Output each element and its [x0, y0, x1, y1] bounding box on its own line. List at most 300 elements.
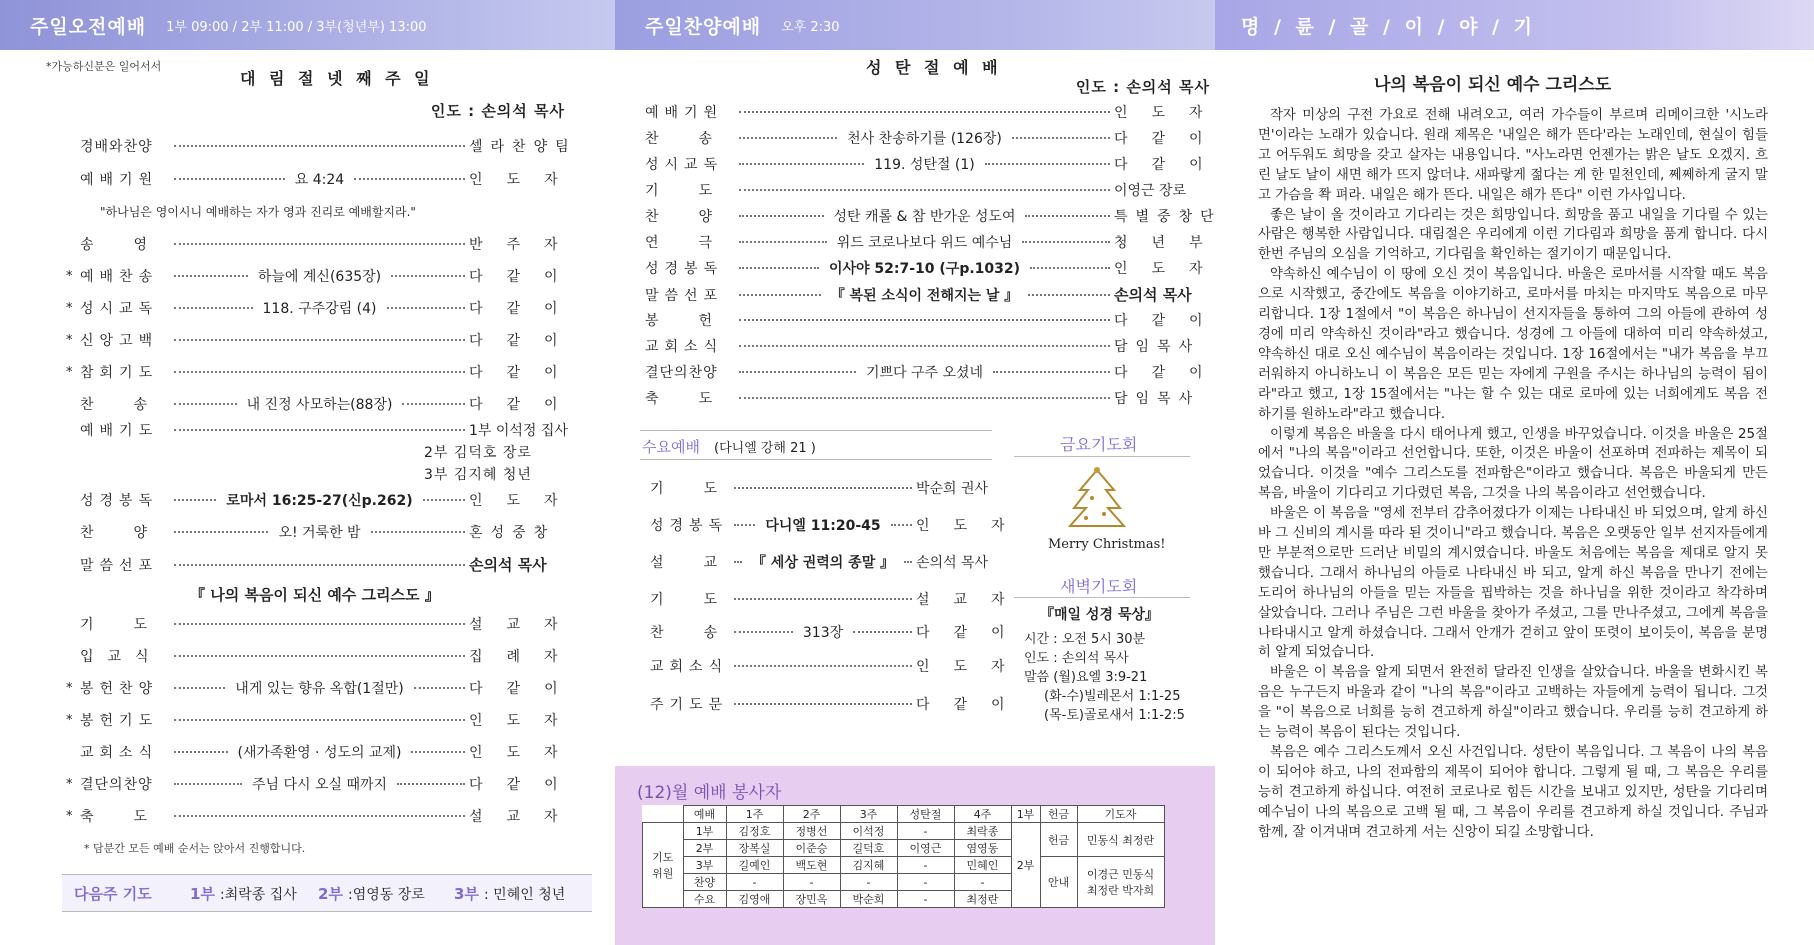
order-label: 말씀선포: [645, 287, 724, 304]
order-role: 다같이: [469, 681, 582, 697]
table-cell: 박순희: [840, 891, 897, 908]
table-cell: 길덕호: [840, 840, 897, 857]
order-label: 기도: [645, 183, 753, 199]
order-row: [645, 206, 1222, 226]
order-label: 설교: [650, 555, 758, 571]
dot-leader: [739, 189, 1110, 191]
th-service: 예배: [683, 806, 726, 823]
th-prayer: 기도자: [1077, 806, 1164, 823]
order-detail: 주님 다시 오실 때까지: [251, 777, 388, 793]
order-label: 성경봉독: [650, 518, 729, 534]
dot-leader: [734, 524, 755, 526]
order-row: [650, 694, 1029, 714]
dot-leader: [739, 215, 824, 217]
order-role: 혼성중창: [469, 525, 556, 541]
order-row: [645, 284, 1210, 305]
order-role: 다같이: [469, 333, 582, 349]
dot-leader: [734, 598, 912, 600]
table-cell: -: [897, 857, 954, 874]
order-row: [645, 336, 1210, 356]
order-role: 특별중창단: [1114, 209, 1222, 225]
order-row: [645, 180, 1210, 200]
order-role: 담임목사: [1114, 339, 1201, 355]
order-detail: 313장: [802, 625, 844, 641]
stand-marker: *: [66, 300, 73, 316]
volunteers-title: (12)월 예배 봉사자: [637, 783, 782, 803]
morning-times: 1부 09:00 / 2부 11:00 / 3부(청년부) 13:00: [166, 19, 427, 35]
order-label: 축도: [645, 391, 753, 407]
th-1bu: 1부: [1011, 806, 1040, 823]
dot-leader: [174, 564, 465, 566]
order-role: 손의석 목사: [469, 556, 547, 574]
order-label: 봉헌기도: [80, 713, 159, 729]
dot-leader: [739, 294, 821, 296]
order-role: 다같이: [1114, 313, 1227, 329]
order-role: 손의석 목사: [916, 555, 989, 571]
order-label: 교회소식: [80, 745, 159, 761]
order-row: [650, 589, 1029, 609]
order-row: [80, 394, 582, 414]
dot-leader: [734, 561, 742, 563]
order-label: 교회소식: [650, 659, 729, 675]
order-row: [80, 420, 568, 440]
order-row: [66, 298, 582, 318]
order-row: [66, 678, 582, 698]
dot-leader: [891, 524, 912, 526]
order-label: 성시교독: [645, 157, 724, 173]
order-detail: 내게 있는 향유 옥합(1절만): [235, 681, 404, 697]
volunteers-table: [642, 805, 1165, 908]
order-label: 기도: [80, 617, 188, 633]
essay-paragraph: 바울은 이 복음을 알게 되면서 완전히 달라진 인생을 살았습니다. 바울을 변화시킨 복음은 누구든지 바울과 같이 "나의 복음"이라고 고백하는 자들에게 능력이 됩니다. 그것을 "이 복음으로 너희를 능히 견고하게 하실"이라고 했습니다. 우리를 능히 견고하게 하는 능력이 복음이 된다는 것입니다.: [1258, 665, 1768, 741]
friday-divider: [1014, 456, 1190, 457]
stand-marker: *: [66, 268, 73, 284]
prayer-3bu: 3부 김지혜 청년: [424, 467, 532, 483]
dot-leader: [174, 429, 465, 431]
table-cell: 2부: [683, 840, 726, 857]
order-role: 청년부: [1114, 235, 1227, 251]
dot-leader: [734, 487, 912, 489]
scripture-verse: "하나님은 영이시니 예배하는 자가 영과 진리로 예배할지라.": [100, 205, 416, 219]
dot-leader: [174, 371, 465, 373]
morning-service-title: 대 림 절 넷 째 주 일: [240, 69, 434, 88]
order-role: 다같이: [469, 365, 582, 381]
dawn-word-tue-wed: (화-수)빌레몬서 1:1-25: [1044, 689, 1181, 704]
order-detail: 119. 성탄절 (1): [874, 157, 975, 173]
order-label: 경배와찬양: [80, 139, 153, 155]
order-row: [645, 232, 1227, 252]
order-detail: 요 4:24: [294, 172, 345, 188]
order-row: [650, 515, 1029, 535]
volunteers-body: [643, 823, 1165, 908]
dot-leader: [391, 275, 465, 277]
essay-paragraph: 좋은 날이 올 것이라고 기다리는 것은 희망입니다. 희망을 품고 내일을 기다릴 수 있는 사람은 행복한 사람입니다. 대림절은 우리에게 이런 기다림과 희망을 품게 합니다. 다시 한번 주님의 오심을 기억하고, 기다림을 확인하는 절기이기 때문입니다.: [1258, 207, 1768, 263]
dot-leader: [985, 163, 1110, 165]
dawn-divider: [1014, 597, 1190, 598]
dot-leader: [739, 397, 1110, 399]
dot-leader: [174, 623, 465, 625]
order-label: 예배찬송: [80, 269, 159, 285]
dot-leader: [1025, 215, 1110, 217]
order-label: 예배기원: [645, 105, 724, 121]
order-row: [66, 330, 582, 350]
table-cell: 이영근: [897, 840, 954, 857]
order-detail: 성탄 캐롤 & 참 반가운 성도여: [833, 209, 1016, 225]
dot-leader: [739, 163, 864, 165]
order-row: [650, 656, 1029, 676]
order-label: 결단의찬양: [80, 777, 153, 793]
stand-marker: *: [66, 808, 73, 824]
essay-paragraph: 바울은 이 복음을 "영세 전부터 감추어졌다가 이제는 나타내신 바 되었으며, 알게 하신바 그 신비의 계시를 따라 된 것이니"라고 했습니다. 복음은 오랫동안 일부 선지자들에게만 부분적으로만 드러난 비밀의 계시였습니다. 바울도 처음에는 복음을 제대로 알지 못했습니다. 그래서 하나님의 아들로 나타내신 바 되고, 알게 하신 복음을 만나기 전에는 도리어 하나님의 아들을 믿는 자들을 핍박하는 것을 하나님을 위한 것이라고 착각하며 살았습니다. 그러나 주님은 그런 바울을 찾아가 주셨고, 그를 만나주셨고, 그에게 복음을 나타내시고 알게 하셨습니다. 그래서 안개가 걷히고 앞이 또렷이 보이듯이, 복음을 분명히 알게 되었습니다.: [1258, 506, 1768, 661]
order-detail: 다니엘 11:20-45: [765, 518, 881, 534]
stand-marker: *: [66, 332, 73, 348]
guide-label: 안내: [1040, 857, 1077, 908]
order-role: 인도자: [469, 713, 582, 729]
dawn-title: 새벽기도회: [1060, 577, 1138, 596]
order-label: 교회소식: [645, 339, 724, 355]
order-role: 다같이: [469, 269, 582, 285]
order-row: [66, 362, 582, 382]
order-label: 성시교독: [80, 301, 159, 317]
order-role: 담임목사: [1114, 391, 1201, 407]
table-cell: 최락종: [954, 823, 1011, 840]
order-detail: 로마서 16:25-27(신p.262): [226, 493, 413, 509]
order-label: 찬송: [650, 625, 758, 641]
afternoon-service-title: 성 탄 절 예 배: [866, 58, 1002, 77]
order-role: 설교자: [469, 809, 582, 825]
dot-leader: [354, 178, 465, 180]
order-label: 예배기원: [80, 172, 159, 188]
dot-leader: [174, 275, 248, 277]
th-offering: 헌금: [1040, 806, 1077, 823]
order-detail: 『 복된 소식이 전해지는 날 』: [830, 287, 1019, 304]
order-detail: 오! 거룩한 밤: [278, 525, 361, 541]
dawn-subtitle: 『매일 성경 묵상』: [1040, 607, 1159, 623]
order-role: 집례자: [469, 649, 582, 665]
dot-leader: [739, 319, 1110, 321]
next-prayer-label: 다음주 기도: [74, 885, 152, 903]
th-christmas: 성탄절: [897, 806, 954, 823]
order-row: [80, 136, 577, 156]
table-cell: 이준승: [783, 840, 840, 857]
order-detail: 위드 코로나보다 위드 예수님: [836, 235, 1013, 251]
table-cell: -: [840, 874, 897, 891]
dot-leader: [174, 339, 465, 341]
order-role: 다같이: [1114, 365, 1227, 381]
order-row: [80, 490, 582, 510]
column-title: 명 / 륜 / 골 / 이 / 야 / 기: [1241, 15, 1536, 38]
order-label: 축도: [80, 809, 188, 825]
order-role: 다같이: [1114, 131, 1227, 147]
table-cell: -: [897, 874, 954, 891]
order-detail: 『 세상 권력의 종말 』: [751, 555, 895, 571]
table-cell: 찬양: [683, 874, 726, 891]
prayer-committee-label: 기도 위원: [643, 823, 684, 908]
order-role: 인도자: [469, 745, 582, 761]
dot-leader: [853, 631, 912, 633]
table-cell: -: [954, 874, 1011, 891]
wednesday-title-bar: [640, 430, 992, 460]
order-role: 셀라찬양팀: [469, 139, 577, 155]
next-week-prayer: [62, 874, 592, 912]
next-prayer-2bu: 2부: [318, 885, 343, 903]
order-label: 말씀선포: [80, 557, 159, 574]
dot-leader: [734, 703, 912, 705]
order-label: 봉헌: [645, 313, 753, 329]
order-role: 다같이: [916, 625, 1029, 641]
merry-christmas-text: Merry Christmas!: [1048, 537, 1166, 552]
table-header-row: [643, 806, 1165, 823]
table-cell: -: [726, 874, 783, 891]
order-row: [645, 362, 1227, 382]
order-label: 주기도문: [650, 697, 729, 713]
order-label: 참회기도: [80, 365, 159, 381]
order-label: 찬송: [645, 131, 753, 147]
order-detail: 하늘에 계신(635장): [257, 269, 382, 285]
table-cell: -: [897, 891, 954, 908]
table-cell: 길예인: [726, 857, 783, 874]
stand-marker: *: [66, 712, 73, 728]
order-label: 연극: [645, 235, 753, 251]
order-row: [66, 806, 582, 826]
wednesday-sub: (다니엘 강해 21 ): [714, 441, 816, 456]
order-label: 찬양: [645, 209, 753, 225]
th-week4: 4주: [954, 806, 1011, 823]
dot-leader: [174, 783, 242, 785]
order-role: 인도자: [916, 659, 1029, 675]
order-row: [80, 234, 582, 254]
order-detail: 기쁘다 구주 오셨네: [865, 365, 984, 381]
order-role: 다같이: [916, 697, 1029, 713]
wednesday-title: 수요예배: [642, 438, 700, 456]
order-label: 찬송: [80, 397, 188, 413]
th-week1: 1주: [726, 806, 783, 823]
next-prayer-3bu: 3부: [454, 885, 479, 903]
header-morning: [0, 0, 615, 50]
dot-leader: [993, 371, 1110, 373]
dot-leader: [739, 345, 1110, 347]
sermon-title: 『 나의 복음이 되신 예수 그리스도 』: [190, 586, 440, 604]
order-row: [80, 614, 582, 634]
order-detail: 천사 찬송하기를 (126장): [847, 131, 1002, 147]
table-cell: 3부: [683, 857, 726, 874]
morning-title: 주일오전예배: [30, 15, 147, 38]
dot-leader: [411, 751, 465, 753]
order-row: [80, 522, 565, 542]
order-label: 예배기도: [80, 423, 159, 439]
essay-paragraph: 이렇게 복음은 바울을 다시 태어나게 했고, 인생을 바꾸었습니다. 이것을 바울은 25절에서 "나의 복음"이라고 선언합니다. 또한, 이것은 바울이 선포하며 전파하는 제목이 되었습니다. 이것을 "예수 그리스도를 전파함은"이라고 했습니다. 복음은 바울되게 만든 복음, 바울이 기다리고 기다렸던 복음, 그것을 나의 복음이라고 선언했습니다.: [1258, 426, 1768, 502]
order-row: [66, 774, 582, 794]
guide-names: [1077, 857, 1164, 908]
order-row: [66, 710, 582, 730]
dawn-leader: 인도 : 손의석 목사: [1024, 651, 1129, 666]
order-label: 송영: [80, 237, 188, 253]
order-label: 성경봉독: [80, 493, 159, 509]
order-row: [645, 102, 1227, 122]
dot-leader: [174, 178, 285, 180]
order-role: 인도자: [469, 172, 582, 188]
morning-leader: 인도 : 손의석 목사: [430, 102, 565, 120]
table-cell: 1부: [683, 823, 726, 840]
order-row: [645, 128, 1227, 148]
order-detail: 내 진정 사모하는(88장): [246, 397, 393, 413]
dot-leader: [174, 307, 253, 309]
dot-leader: [174, 815, 465, 817]
dot-leader: [1012, 137, 1110, 139]
dot-leader: [1028, 294, 1110, 296]
next-prayer-1bu-name: :최락종 집사: [220, 887, 297, 903]
stand-marker: *: [66, 364, 73, 380]
table-row: [643, 857, 1165, 874]
dawn-time: 시간 : 오전 5시 30분: [1024, 632, 1146, 647]
table-cell: 수요: [683, 891, 726, 908]
table-cell: 장민옥: [783, 891, 840, 908]
table-cell: 민혜인: [954, 857, 1011, 874]
afternoon-time: 오후 2:30: [781, 19, 840, 35]
dot-leader: [739, 111, 1110, 113]
order-row: [650, 622, 1029, 642]
table-cell: -: [897, 823, 954, 840]
order-row: [80, 169, 582, 189]
offering-label: 헌금: [1040, 823, 1077, 857]
table-cell: 김영애: [726, 891, 783, 908]
afternoon-leader: 인도 : 손의석 목사: [1075, 78, 1210, 96]
order-row: [645, 310, 1227, 330]
dot-leader: [174, 145, 465, 147]
volunteers-title-rest: 월 예배 봉사자: [671, 783, 782, 803]
dot-leader: [174, 531, 268, 533]
dot-leader: [174, 687, 225, 689]
order-row: [80, 742, 582, 762]
order-role: 설교자: [469, 617, 582, 633]
essay-title: 나의 복음이 되신 예수 그리스도: [1374, 75, 1612, 95]
essay-body: [1258, 106, 1768, 843]
table-row: [643, 823, 1165, 840]
dot-leader: [734, 631, 793, 633]
order-row: [645, 388, 1210, 408]
order-role: 1부 이석정 집사: [469, 423, 568, 439]
dot-leader: [174, 655, 465, 657]
table-cell: 최정란: [954, 891, 1011, 908]
2bu-cell: 2부: [1011, 823, 1040, 908]
dawn-details: [1024, 630, 1185, 725]
table-cell: 이석정: [840, 823, 897, 840]
order-role: 다같이: [469, 397, 582, 413]
dot-leader: [397, 783, 465, 785]
th-week2: 2주: [783, 806, 840, 823]
order-role: 이영근 장로: [1114, 183, 1187, 199]
order-role: 다같이: [469, 777, 582, 793]
order-row: [645, 154, 1227, 174]
order-label: 봉헌찬양: [80, 681, 159, 697]
order-label: 찬양: [80, 525, 188, 541]
table-cell: -: [783, 874, 840, 891]
essay-paragraph: 약속하신 예수님이 이 땅에 오신 것이 복음입니다. 바울은 로마서를 시작할 때도 복음으로 시작했고, 중간에도 복음을 이야기하고, 로마서를 마치는 마지막도 복음으로 마무리합니다. 1장 1절에서 "이 복음은 하나님이 선지자들을 통하여 그의 아들에 관하여 성경에 미리 약속하신 것이라"라고 했습니다. 성경에 그 아들에 대하여 미리 약속하셨고, 약속하신 대로 오신 예수님이 복음이라는 것입니다. 1장 16절에서는 "내가 복음을 부끄러워하지 아니하노니 이 복음은 모든 믿는 자에게 구원을 주시는 하나님의 능력이 됨이라"라고 했고, 1장 15절에서는 "나는 할 수 있는 대로 로마에 있는 너희에게도 복음 전하기를 원하노라"라고 했습니다.: [1258, 267, 1768, 422]
order-role: 설교자: [916, 592, 1029, 608]
dot-leader: [904, 561, 912, 563]
guide-names-line: 이경근 민동식: [1086, 868, 1155, 881]
order-row: [645, 258, 1227, 278]
order-label: 기도: [650, 481, 758, 497]
table-corner: [643, 806, 684, 823]
order-label: 성경봉독: [645, 261, 724, 277]
order-role: 인도자: [916, 518, 1029, 534]
dot-leader: [174, 751, 228, 753]
friday-title: 금요기도회: [1060, 435, 1138, 454]
order-row: [80, 646, 582, 666]
order-role: 다같이: [1114, 157, 1227, 173]
order-detail: 118. 구주강림 (4): [262, 301, 377, 317]
dot-leader: [423, 499, 465, 501]
dawn-word-thu-sat: (목-토)골로새서 1:1-2:5: [1044, 708, 1185, 723]
table-cell: 김정호: [726, 823, 783, 840]
th-week3: 3주: [840, 806, 897, 823]
order-label: 기도: [650, 592, 758, 608]
dawn-word-mon: 말씀 (월)요엘 3:9-21: [1024, 670, 1148, 685]
dot-leader: [174, 243, 465, 245]
dot-leader: [174, 719, 465, 721]
dot-leader: [174, 499, 216, 501]
volunteers-month: 12: [643, 783, 666, 803]
dot-leader: [174, 403, 237, 405]
dot-leader: [387, 307, 466, 309]
dot-leader: [739, 267, 819, 269]
order-role: 다같이: [469, 301, 582, 317]
order-role: 인도자: [1114, 261, 1227, 277]
christmas-tree-icon: [1062, 466, 1132, 532]
order-role: 반주자: [469, 237, 582, 253]
header-column: [1215, 0, 1814, 50]
prayer-2bu: 2부 김덕호 장로: [424, 445, 532, 461]
dot-leader: [739, 371, 856, 373]
stand-marker: *: [66, 776, 73, 792]
order-role: 손의석 목사: [1114, 286, 1192, 304]
essay-paragraph: 작자 미상의 구전 가요로 전해 내려오고, 여러 가수들이 부르며 리메이크한 '시노라면'이라는 노래가 있습니다. 원래 제목은 '내일은 해가 뜬다'라는 노래인데, 현실이 힘들고 어두워도 희망을 갖고 살자는 내용입니다. "사노라면 언젠가는 밝은 날도 오겠지. 흐린 날도 날이 새면 해가 뜨지 않더냐. 새파랗게 젊다는 게 한 밑천인데, 쩨쩨하게 굴지 말고 가슴을 쫙 펴라. 내일은 해가 뜬다. 내일은 해가 뜬다" 이런 가사입니다.: [1258, 108, 1768, 203]
order-label: 결단의찬양: [645, 365, 718, 381]
guide-names-line: 최정란 박자희: [1086, 884, 1155, 897]
offering-names: 민동식 최정란: [1077, 823, 1164, 857]
order-role: 인도자: [469, 493, 582, 509]
next-prayer-3bu-name: : 민혜인 청년: [484, 887, 566, 903]
dot-leader: [739, 137, 837, 139]
order-role: 박순희 권사: [916, 481, 989, 497]
afternoon-title: 주일찬양예배: [645, 15, 762, 38]
table-cell: 염영동: [954, 840, 1011, 857]
dot-leader: [739, 241, 827, 243]
dot-leader: [734, 665, 912, 667]
stand-marker: *: [66, 680, 73, 696]
table-cell: 장복실: [726, 840, 783, 857]
table-cell: 백도현: [783, 857, 840, 874]
order-label: 신앙고백: [80, 333, 159, 349]
essay-paragraph: 복음은 예수 그리스도께서 오신 사건입니다. 성탄이 복음입니다. 그 복음이 나의 복음이 되어야 하고, 나의 전파함의 제목이 되어야 합니다. 그렇게 될 때, 그 복음은 우리를 능히 견고하게 하십니다. 여전히 코로나로 힘든 시간을 보내고 있지만, 성탄을 기다리며 예수님이 나의 복음으로 고백 될 때, 그 복음이 우리를 견고하게 하실 것입니다. 주님과 함께, 잘 이겨내며 견고하게 서는 신앙이 되길 소망합니다.: [1258, 745, 1768, 840]
order-role: 인도자: [1114, 105, 1227, 121]
order-detail: 이사야 52:7-10 (구p.1032): [828, 261, 1021, 277]
order-row: [80, 554, 565, 575]
table-cell: 정병선: [783, 823, 840, 840]
next-prayer-1bu: 1부: [190, 885, 215, 903]
order-row: [66, 266, 582, 286]
order-label: 입교식: [80, 649, 163, 665]
dot-leader: [402, 403, 465, 405]
order-row: [650, 478, 988, 498]
next-prayer-2bu-name: :염영동 장로: [348, 887, 425, 903]
dot-leader: [371, 531, 465, 533]
dot-leader: [1022, 241, 1110, 243]
dot-leader: [1030, 267, 1110, 269]
order-detail: (새가족환영 · 성도의 교제): [237, 745, 402, 761]
seated-note: * 담분간 모든 예배 순서는 앉아서 진행합니다.: [84, 842, 306, 855]
